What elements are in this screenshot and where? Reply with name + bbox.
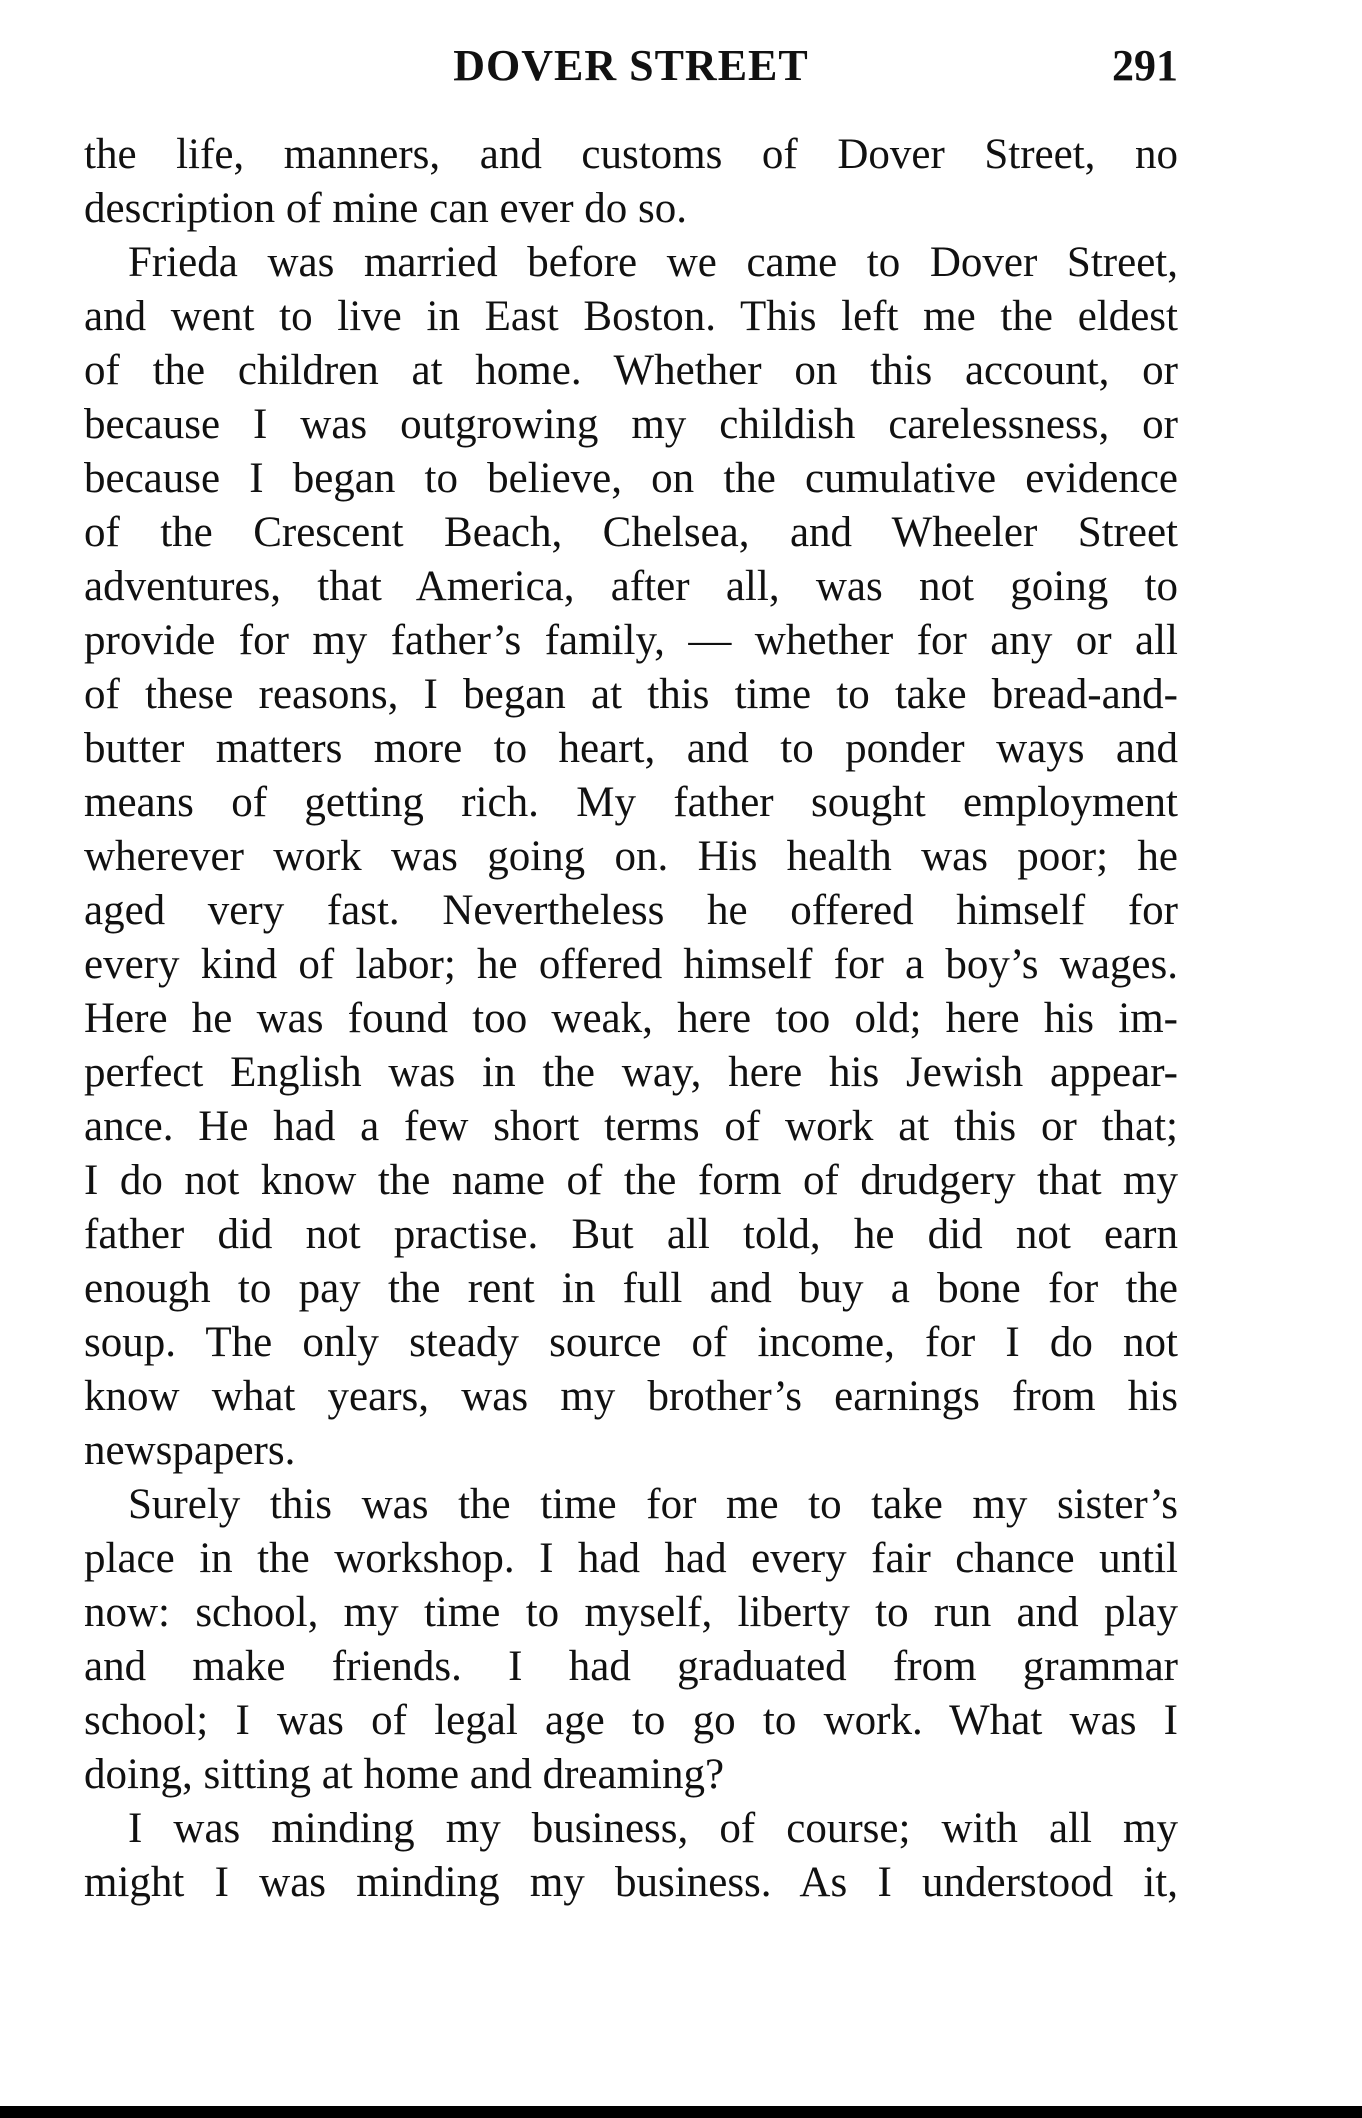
text-line: doing, sitting at home and dreaming? [84, 1751, 725, 1798]
text-line: enough to pay the rent in full and buy a bone for the [84, 1265, 1178, 1312]
running-title: DOVER STREET [453, 41, 809, 90]
text-line: ance. He had a few short terms of work at this or that; [84, 1103, 1178, 1150]
text-line: of the children at home. Whether on this account, or [84, 347, 1178, 394]
text-line: the life, manners, and customs of Dover Street, no [84, 131, 1178, 178]
paragraph-first-line: Frieda was married before we came to Dover Street, [128, 239, 1178, 286]
text-line: description of mine can ever do so. [84, 185, 688, 232]
text-line: of the Crescent Beach, Chelsea, and Wheeler Street [84, 509, 1178, 556]
text-line: because I began to believe, on the cumulative evidence [84, 455, 1178, 502]
text-line: father did not practise. But all told, he did not earn [84, 1211, 1178, 1258]
text-line: because I was outgrowing my childish carelessness, or [84, 401, 1178, 448]
text-line: aged very fast. Nevertheless he offered himself for [84, 887, 1178, 934]
text-line: perfect English was in the way, here his Jewish appear- [84, 1049, 1178, 1096]
text-line: I do not know the name of the form of drudgery that my [84, 1157, 1178, 1204]
scan-bottom-edge [0, 2106, 1362, 2118]
text-line: means of getting rich. My father sought employment [84, 779, 1178, 826]
text-line: Here he was found too weak, here too old; here his im- [84, 995, 1178, 1042]
text-line: and make friends. I had graduated from grammar [84, 1643, 1178, 1690]
text-line: soup. The only steady source of income, for I do not [84, 1319, 1178, 1366]
text-line: know what years, was my brother’s earnings from his [84, 1373, 1178, 1420]
body-text [84, 128, 1178, 1910]
text-line: might I was minding my business. As I understood it, [84, 1859, 1178, 1906]
text-line: school; I was of legal age to go to work. What was I [84, 1697, 1178, 1744]
paragraph-first-line: I was minding my business, of course; with all my [128, 1805, 1178, 1852]
page-number: 291 [1112, 41, 1178, 90]
text-line: butter matters more to heart, and to ponder ways and [84, 725, 1178, 772]
text-line: provide for my father’s family, — whether for any or all [84, 617, 1178, 664]
text-line: and went to live in East Boston. This left me the eldest [84, 293, 1178, 340]
text-line: place in the workshop. I had had every fair chance until [84, 1535, 1178, 1582]
text-line: adventures, that America, after all, was not going to [84, 563, 1178, 610]
running-head [84, 40, 1178, 100]
text-line: now: school, my time to myself, liberty to run and play [84, 1589, 1178, 1636]
text-line: every kind of labor; he offered himself for a boy’s wages. [84, 941, 1178, 988]
paragraph-first-line: Surely this was the time for me to take my sister’s [128, 1481, 1178, 1528]
text-line: newspapers. [84, 1427, 296, 1474]
text-line: of these reasons, I began at this time to take bread-and- [84, 671, 1178, 718]
text-line: wherever work was going on. His health was poor; he [84, 833, 1178, 880]
